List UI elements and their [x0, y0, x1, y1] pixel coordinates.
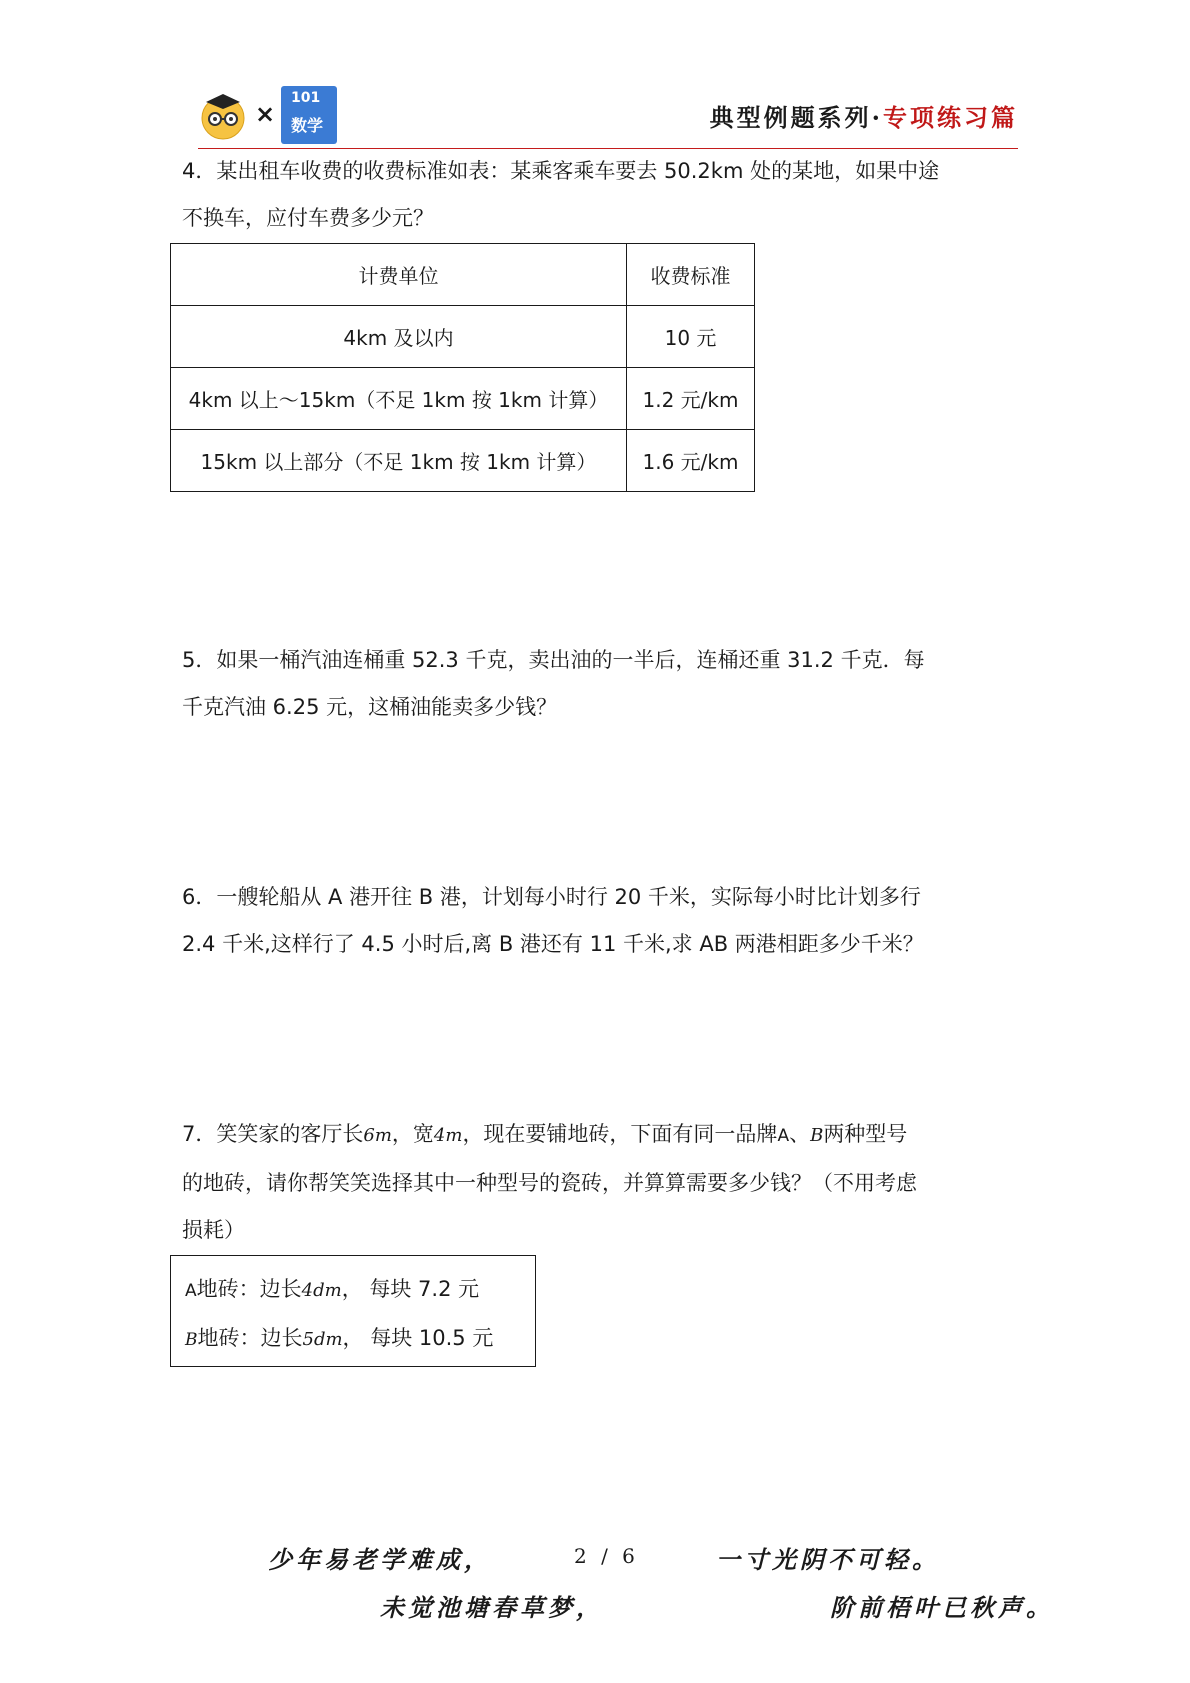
question-6 — [182, 874, 1022, 968]
page-number: 2 / 6 — [574, 1544, 639, 1568]
fare-table — [170, 243, 755, 492]
tile-a-size: 4dm — [301, 1280, 342, 1301]
table-cell: 4km 及以内 — [171, 306, 627, 368]
q7-text: ，现在要铺地砖，下面有同一品牌 — [462, 1122, 778, 1146]
question-5-line2: 千克汽油 6.25 元，这桶油能卖多少钱？ — [182, 695, 558, 719]
tile-b-line — [185, 1315, 535, 1364]
table-row — [171, 368, 755, 430]
question-4-line2: 不换车，应付车费多少元？ — [182, 206, 434, 230]
tile-b-price: ， 每块 10.5 元 — [342, 1326, 494, 1350]
question-5-line1: 5．如果一桶汽油连桶重 52.3 千克，卖出油的一半后，连桶还重 31.2 千克．每 — [182, 648, 925, 672]
room-width: 4m — [433, 1125, 463, 1146]
table-header-cell: 计费单位 — [171, 244, 627, 306]
question-6-line1: 6．一艘轮船从 A 港开往 B 港，计划每小时行 20 千米，实际每小时比计划多行 — [182, 885, 921, 909]
question-4 — [182, 148, 1022, 242]
series-title — [710, 98, 1018, 133]
series-title-main: 典型例题系列· — [709, 103, 883, 132]
footer-poem-line4: 阶前梧叶已秋声。 — [830, 1593, 1054, 1622]
table-row — [171, 306, 755, 368]
q7-text: 两种型号 — [823, 1122, 908, 1146]
tile-a-price: ， 每块 7.2 元 — [341, 1277, 480, 1301]
q7-text: 7．笑笑家的客厅长 — [182, 1122, 364, 1146]
logo-101-text: 101 — [291, 90, 321, 106]
footer-poem-line2: 一寸光阴不可轻。 — [716, 1545, 940, 1574]
tile-b-size: 5dm — [302, 1329, 343, 1350]
brand-a: A — [777, 1126, 790, 1146]
table-cell: 4km 以上～15km（不足 1km 按 1km 计算） — [171, 368, 627, 430]
question-5 — [182, 637, 1022, 731]
question-7 — [182, 1111, 1022, 1254]
table-row — [171, 430, 755, 492]
tile-options-box — [170, 1255, 536, 1367]
logo-math-text: 数学 — [291, 116, 324, 135]
question-7-line2: 的地砖，请你帮笑笑选择其中一种型号的瓷砖，并算算需要多少钱？（不用考虑 — [182, 1171, 917, 1195]
tile-a-line — [185, 1266, 535, 1315]
tile-a-label: A — [185, 1281, 197, 1301]
footer-poem-line3: 未觉池塘春草梦， — [380, 1593, 604, 1622]
series-title-sub: 专项练习篇 — [883, 103, 1018, 132]
question-6-line2: 2.4 千米,这样行了 4.5 小时后,离 B 港还有 11 千米,求 AB 两港相距多少千米？ — [182, 932, 924, 956]
table-header-cell: 收费标准 — [627, 244, 755, 306]
table-header-row — [171, 244, 755, 306]
table-cell: 15km 以上部分（不足 1km 按 1km 计算） — [171, 430, 627, 492]
tile-b-text: 地砖：边长 — [197, 1326, 303, 1350]
question-4-line1: 4．某出租车收费的收费标准如表：某乘客乘车要去 50.2km 处的某地，如果中途 — [182, 159, 940, 183]
q7-text: 、 — [789, 1122, 811, 1146]
owl-logo-icon — [198, 90, 248, 140]
q7-text: ，宽 — [391, 1122, 434, 1146]
math101-logo — [281, 86, 337, 144]
question-7-line3: 损耗） — [182, 1218, 245, 1242]
brand-b: B — [810, 1125, 824, 1146]
footer-poem-line1: 少年易老学难成， — [268, 1545, 492, 1574]
table-cell: 1.6 元/km — [627, 430, 755, 492]
tile-b-label: B — [185, 1330, 198, 1350]
question-7-line1 — [182, 1111, 1022, 1160]
room-length: 6m — [363, 1125, 392, 1146]
tile-a-text: 地砖：边长 — [196, 1277, 302, 1301]
page-header — [198, 82, 1018, 148]
logo-separator: × — [255, 100, 276, 128]
table-cell: 10 元 — [627, 306, 755, 368]
table-cell: 1.2 元/km — [627, 368, 755, 430]
